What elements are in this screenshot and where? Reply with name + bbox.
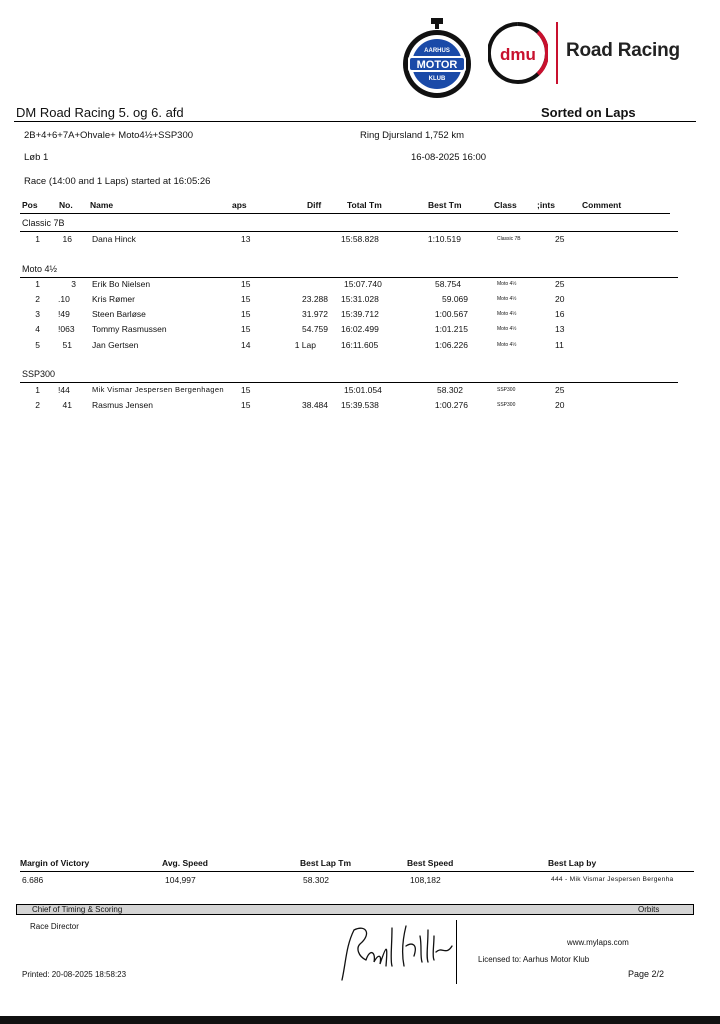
cell-pos: 1 bbox=[35, 385, 40, 395]
road-racing-logo-text: Road Racing bbox=[566, 40, 680, 61]
cell-name: Mik Vismar Jespersen Bergenhagen bbox=[92, 385, 224, 394]
cell-class: Moto 4½ bbox=[497, 311, 517, 317]
cell-total: 15:31.028 bbox=[341, 294, 379, 304]
cell-total: 15:01.054 bbox=[344, 385, 382, 395]
cell-name: Steen Barløse bbox=[92, 309, 146, 319]
dmu-logo bbox=[488, 22, 548, 84]
cell-diff: 23.288 bbox=[302, 294, 328, 304]
summary-label-best-lap: Best Lap Tm bbox=[300, 858, 352, 868]
cell-laps: 13 bbox=[241, 234, 251, 244]
cell-pos: 1 bbox=[35, 279, 40, 289]
group-divider bbox=[20, 231, 678, 232]
cell-name: Tommy Rasmussen bbox=[92, 324, 167, 334]
col-no: No. bbox=[59, 200, 73, 210]
cell-diff: 38.484 bbox=[302, 400, 328, 410]
cell-best: 1:06.226 bbox=[434, 340, 468, 350]
cell-points: 20 bbox=[555, 294, 565, 304]
cell-class: Moto 4½ bbox=[497, 281, 517, 287]
cell-best: 59.069 bbox=[442, 294, 468, 304]
cell-total: 15:58.828 bbox=[341, 234, 379, 244]
cell-name: Kris Rømer bbox=[92, 294, 135, 304]
amk-logo-text-top: AARHUS bbox=[424, 48, 450, 54]
cell-total: 16:02.499 bbox=[341, 324, 379, 334]
cell-no: !063 bbox=[58, 324, 75, 334]
summary-best-speed: 108,182 bbox=[410, 875, 441, 885]
bottom-edge-bar bbox=[0, 1016, 720, 1024]
cell-points: 11 bbox=[555, 340, 564, 350]
cell-class: Moto 4½ bbox=[497, 326, 517, 332]
cell-best: 58.302 bbox=[437, 385, 463, 395]
group-heading: Classic 7B bbox=[22, 218, 65, 228]
cell-points: 13 bbox=[555, 324, 565, 334]
cell-laps: 15 bbox=[241, 309, 251, 319]
cell-points: 25 bbox=[555, 385, 565, 395]
signature-image bbox=[336, 916, 458, 984]
cell-diff: 1 Lap bbox=[294, 340, 316, 350]
race-label: Løb 1 bbox=[24, 152, 49, 163]
col-points: ;ints bbox=[537, 200, 555, 210]
cell-pos: 5 bbox=[35, 340, 40, 350]
cell-diff: 54.759 bbox=[302, 324, 328, 334]
col-laps: aps bbox=[232, 200, 247, 210]
summary-divider bbox=[20, 871, 694, 872]
cell-name: Dana Hinck bbox=[92, 234, 136, 244]
summary-margin: 6.686 bbox=[22, 875, 44, 885]
signature-divider bbox=[456, 920, 457, 984]
cell-points: 20 bbox=[555, 400, 565, 410]
summary-label-avg-speed: Avg. Speed bbox=[162, 858, 208, 868]
cell-laps: 15 bbox=[241, 324, 251, 334]
col-name: Name bbox=[90, 200, 114, 210]
cell-best: 1:10.519 bbox=[427, 234, 461, 244]
amk-logo-text-bottom: KLUB bbox=[428, 76, 446, 82]
group-divider bbox=[20, 277, 678, 278]
cell-name: Jan Gertsen bbox=[92, 340, 139, 350]
summary-label-best-lap-by: Best Lap by bbox=[548, 858, 597, 868]
cell-laps: 15 bbox=[241, 279, 251, 289]
summary-avg-speed: 104,997 bbox=[165, 875, 196, 885]
cell-total: 15:07.740 bbox=[344, 279, 382, 289]
cell-best: 1:01.215 bbox=[434, 324, 468, 334]
printed-timestamp: Printed: 20-08-2025 18:58:23 bbox=[22, 970, 127, 979]
race-director-label: Race Director bbox=[30, 922, 79, 931]
cell-laps: 15 bbox=[241, 385, 251, 395]
cell-points: 16 bbox=[555, 309, 565, 319]
cell-no: 16 bbox=[62, 234, 72, 244]
cell-name: Erik Bo Nielsen bbox=[92, 279, 151, 289]
header-divider bbox=[14, 121, 696, 122]
cell-total: 15:39.712 bbox=[341, 309, 379, 319]
cell-no: !44 bbox=[58, 385, 70, 395]
document-title: DM Road Racing 5. og 6. afd bbox=[16, 105, 184, 120]
cell-best: 1:00.567 bbox=[434, 309, 468, 319]
race-datetime: 16-08-2025 16:00 bbox=[411, 152, 487, 163]
cell-class: SSP300 bbox=[497, 402, 516, 408]
cell-pos: 2 bbox=[35, 400, 40, 410]
summary-label-best-speed: Best Speed bbox=[407, 858, 454, 868]
cell-pos: 4 bbox=[35, 324, 40, 334]
cell-class: Moto 4½ bbox=[497, 296, 517, 302]
cell-best: 1:00.276 bbox=[434, 400, 468, 410]
col-class: Class bbox=[494, 200, 517, 210]
col-comment: Comment bbox=[582, 200, 622, 210]
page-number: Page 2/2 bbox=[628, 969, 665, 979]
cell-best: 58.754 bbox=[435, 279, 461, 289]
cell-points: 25 bbox=[555, 234, 565, 244]
cell-laps: 14 bbox=[241, 340, 251, 350]
race-start-info: Race (14:00 and 1 Laps) started at 16:05:26 bbox=[24, 176, 211, 187]
group-heading: SSP300 bbox=[22, 369, 56, 379]
group-divider bbox=[20, 382, 678, 383]
cell-total: 15:39.538 bbox=[341, 400, 379, 410]
mylaps-url: www.mylaps.com bbox=[567, 938, 629, 947]
sort-label: Sorted on Laps bbox=[541, 105, 636, 120]
column-header-divider bbox=[20, 213, 670, 214]
col-total: Total Tm bbox=[347, 200, 382, 210]
col-pos: Pos bbox=[22, 200, 38, 210]
summary-best-lap: 58.302 bbox=[303, 875, 329, 885]
summary-label-margin: Margin of Victory bbox=[20, 858, 90, 868]
cell-pos: 3 bbox=[35, 309, 40, 319]
cell-no: 3 bbox=[71, 279, 76, 289]
col-diff: Diff bbox=[307, 200, 322, 210]
cell-no: 41 bbox=[62, 400, 72, 410]
group-heading: Moto 4½ bbox=[22, 264, 58, 274]
summary-best-lap-by: 444 - Mik Vismar Jespersen Bergenha bbox=[551, 876, 674, 883]
chief-of-timing-label: Chief of Timing & Scoring bbox=[32, 905, 123, 914]
cell-pos: 1 bbox=[35, 234, 40, 244]
cell-class: Moto 4½ bbox=[497, 342, 517, 348]
cell-class: SSP300 bbox=[497, 387, 516, 393]
logo-divider bbox=[556, 22, 558, 84]
col-best: Best Tm bbox=[428, 200, 462, 210]
cell-laps: 15 bbox=[241, 294, 251, 304]
cell-points: 25 bbox=[555, 279, 565, 289]
licensed-to: Licensed to: Aarhus Motor Klub bbox=[478, 955, 590, 964]
cell-class: Classic 7B bbox=[497, 236, 521, 242]
cell-pos: 2 bbox=[35, 294, 40, 304]
orbits-label: Orbits bbox=[638, 905, 660, 914]
aarhus-motor-klub-logo bbox=[400, 18, 474, 98]
cell-no: 51 bbox=[62, 340, 72, 350]
cell-diff: 31.972 bbox=[302, 309, 328, 319]
cell-laps: 15 bbox=[241, 400, 251, 410]
cell-no: .10 bbox=[58, 294, 70, 304]
cell-total: 16:11.605 bbox=[341, 340, 379, 350]
cell-name: Rasmus Jensen bbox=[92, 400, 153, 410]
track-name: Ring Djursland 1,752 km bbox=[360, 130, 465, 141]
dmu-logo-text: dmu bbox=[500, 45, 536, 64]
race-classes: 2B+4+6+7A+Ohvale+ Moto4½+SSP300 bbox=[24, 130, 194, 141]
cell-no: !49 bbox=[58, 309, 70, 319]
amk-logo-text-mid: MOTOR bbox=[416, 59, 458, 71]
